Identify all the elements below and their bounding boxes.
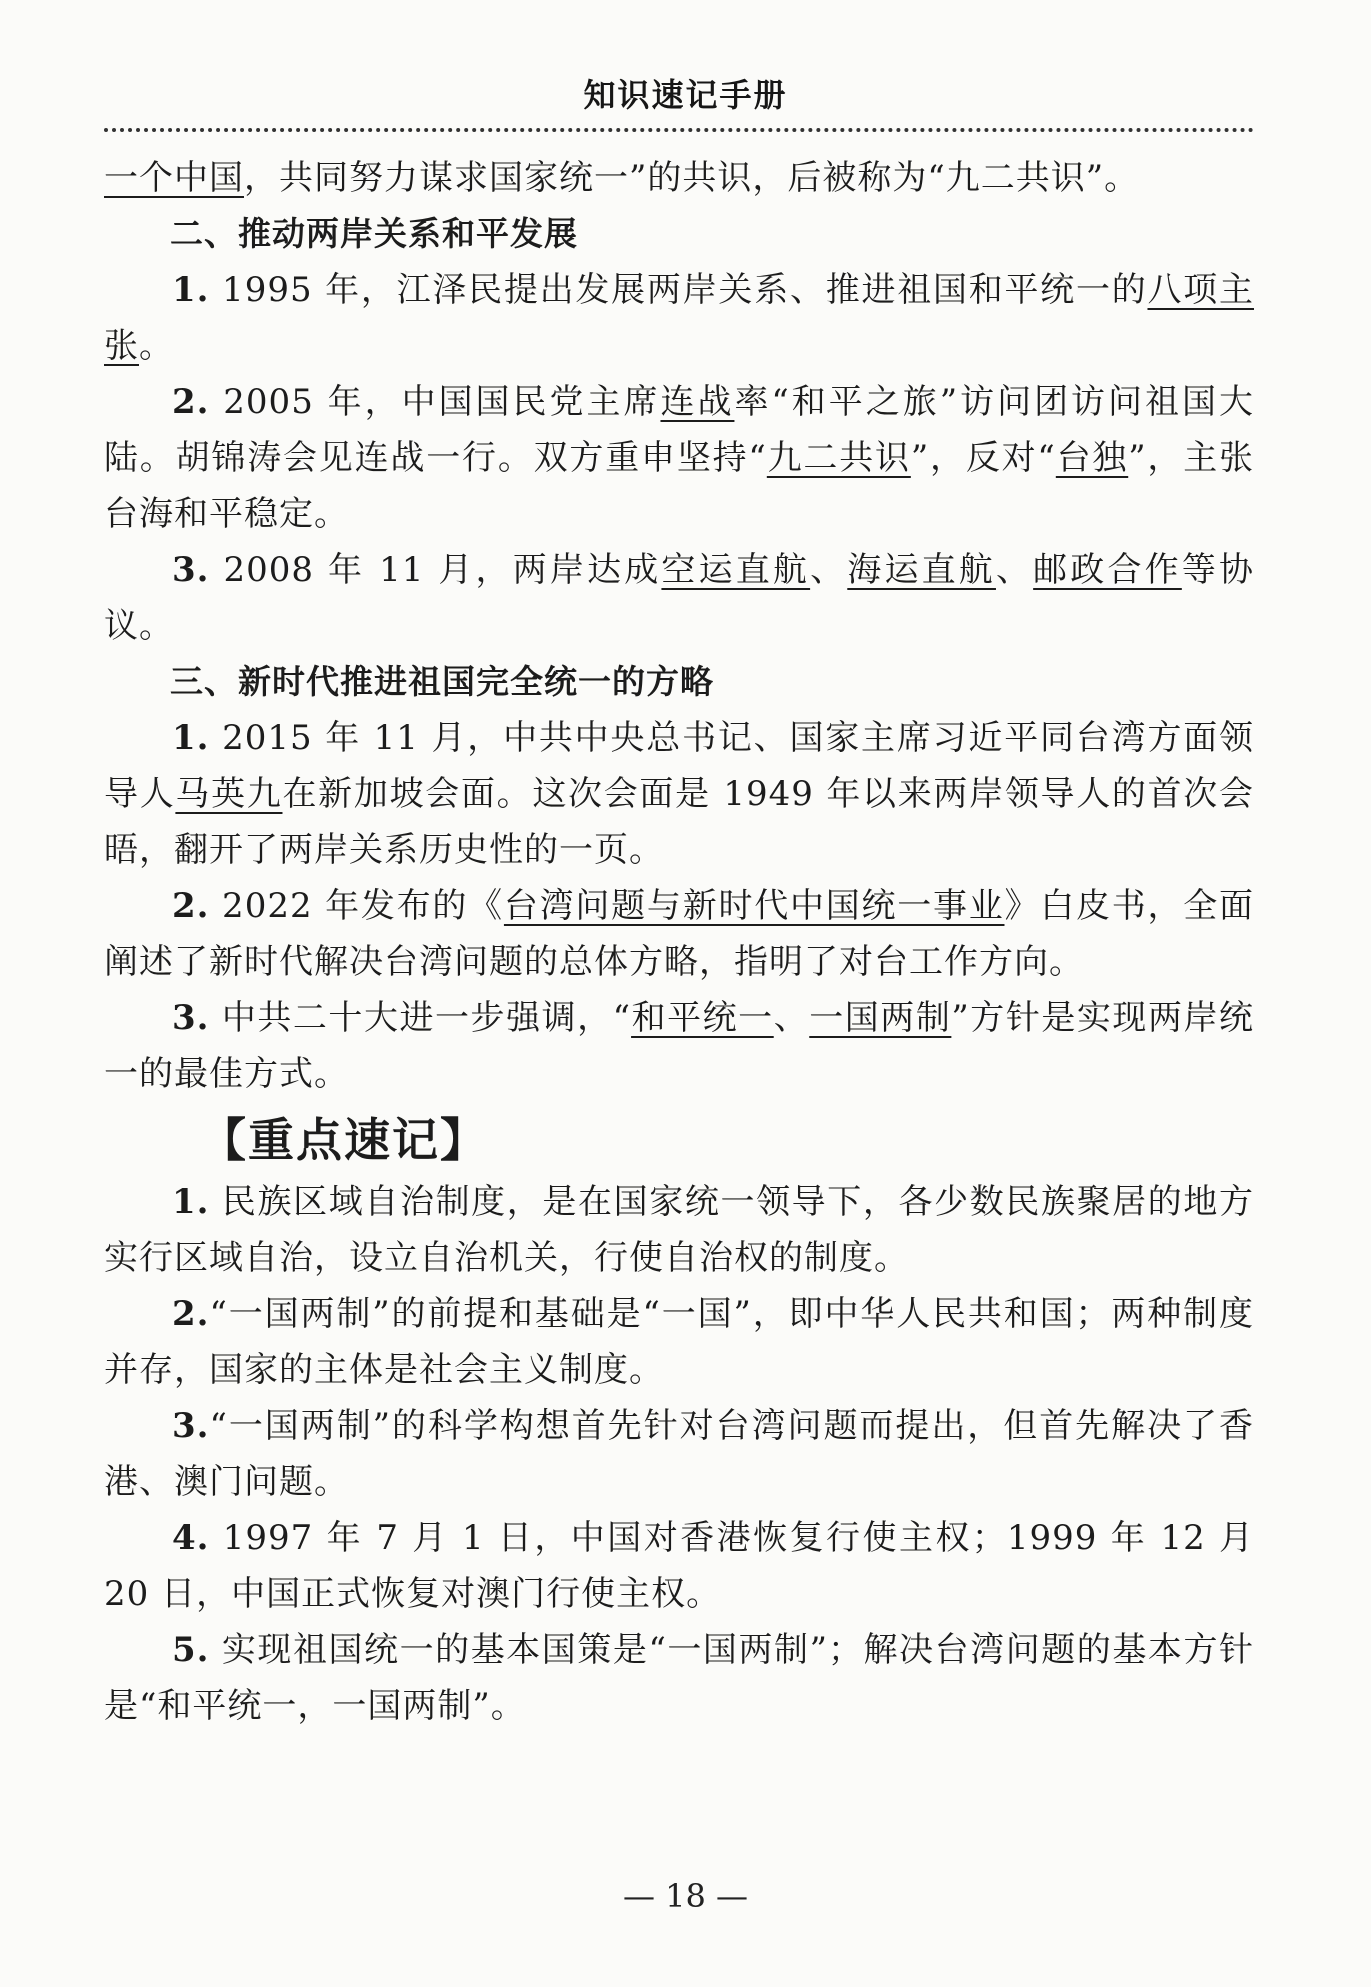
item-text: 》白皮书，全面阐述了新时代解决台湾问题的总体方略，指明了对台工作方向。 — [104, 886, 1255, 982]
item-number: 1. — [172, 1182, 210, 1222]
item-text: 、 — [810, 550, 848, 590]
key-point — [104, 1510, 1254, 1622]
key-points-title: 【重点速记】 — [200, 1113, 488, 1167]
item-text: 。 — [139, 326, 174, 366]
item-number: 3. — [172, 550, 210, 590]
key-point — [104, 1398, 1254, 1510]
section-heading-2: 二、推动两岸关系和平发展 — [170, 214, 578, 253]
item-number: 1. — [172, 718, 210, 758]
paragraph-text: ，共同努力谋求国家统一”的共识，后被称为“九二共识”。 — [244, 158, 1140, 198]
page-content — [104, 150, 1254, 1734]
item-number: 3. — [172, 998, 210, 1038]
underlined-answer: 一个中国 — [104, 158, 244, 198]
list-item — [104, 710, 1254, 878]
item-text: 等协议。 — [104, 550, 1254, 646]
header-dotted-rule — [104, 128, 1254, 132]
item-text: 、 — [995, 550, 1034, 590]
underlined-answer: 台独 — [1055, 438, 1129, 478]
underlined-answer: 海运直航 — [847, 550, 996, 590]
list-item — [104, 374, 1254, 542]
underlined-answer: 一国两制 — [809, 998, 952, 1038]
underlined-answer: 九二共识 — [766, 438, 911, 478]
underlined-answer: 邮政合作 — [1033, 550, 1182, 590]
key-point — [104, 1286, 1254, 1398]
item-number: 2. — [172, 382, 210, 422]
underlined-answer: 马英九 — [175, 774, 283, 814]
item-number: 1. — [172, 270, 210, 310]
item-text: ”，反对“ — [910, 438, 1056, 478]
underlined-answer: 和平统一 — [631, 998, 774, 1038]
underlined-answer: 台湾问题与新时代中国统一事业 — [503, 886, 1005, 926]
list-item — [104, 542, 1254, 654]
item-text: “一国两制”的前提和基础是“一国”，即中华人民共和国；两种制度并存，国家的主体是社会主义制度。 — [104, 1294, 1254, 1390]
item-text: 率“和平之旅”访问团访问祖国大陆。胡锦涛会见连战一行。双方重申坚持“ — [104, 382, 1254, 478]
item-text: 在新加坡会面。这次会面是 1949 年以来两岸领导人的首次会晤，翻开了两岸关系历史性的一页。 — [104, 774, 1254, 870]
item-text: 1997 年 7 月 1 日，中国对香港恢复行使主权；1999 年 12 月 20 日，中国正式恢复对澳门行使主权。 — [104, 1518, 1254, 1614]
item-text: 2008 年 11 月，两岸达成 — [209, 550, 662, 590]
item-text: 、 — [773, 998, 810, 1038]
item-text: 2005 年，中国国民党主席 — [209, 382, 661, 422]
item-number: 2. — [172, 1294, 210, 1334]
running-header: 知识速记手册 — [583, 76, 788, 114]
page-number: — 18 — — [622, 1877, 749, 1915]
item-text: ”方针是实现两岸统一的最佳方式。 — [104, 998, 1254, 1094]
underlined-answer: 空运直航 — [661, 550, 811, 590]
item-text: 1995 年，江泽民提出发展两岸关系、推进祖国和平统一的 — [209, 270, 1148, 310]
key-point — [104, 1622, 1254, 1734]
underlined-answer: 连战 — [660, 382, 735, 422]
continuation-paragraph — [104, 150, 1254, 206]
key-point — [104, 1174, 1254, 1286]
item-text: 实现祖国统一的基本国策是“一国两制”；解决台湾问题的基本方针是“和平统一，一国两制”。 — [104, 1630, 1254, 1726]
item-text: 2015 年 11 月，中共中央总书记、国家主席习近平同台湾方面领导人 — [104, 718, 1254, 814]
item-number: 2. — [172, 886, 210, 926]
list-item — [104, 262, 1254, 374]
item-text: 2022 年发布的《 — [209, 886, 504, 926]
underlined-answer: 八项主张 — [104, 270, 1254, 366]
item-number: 3. — [172, 1406, 210, 1446]
item-text: “一国两制”的科学构想首先针对台湾问题而提出，但首先解决了香港、澳门问题。 — [104, 1406, 1254, 1502]
list-item — [104, 990, 1254, 1102]
section-heading-3: 三、新时代推进祖国完全统一的方略 — [170, 662, 714, 701]
item-number: 5. — [172, 1630, 210, 1670]
list-item — [104, 878, 1254, 990]
item-text: 中共二十大进一步强调，“ — [209, 998, 632, 1038]
item-text: 民族区域自治制度，是在国家统一领导下，各少数民族聚居的地方实行区域自治，设立自治机关，行使自治权的制度。 — [104, 1182, 1254, 1278]
item-text: ”，主张台海和平稳定。 — [104, 438, 1255, 534]
item-number: 4. — [172, 1518, 210, 1558]
